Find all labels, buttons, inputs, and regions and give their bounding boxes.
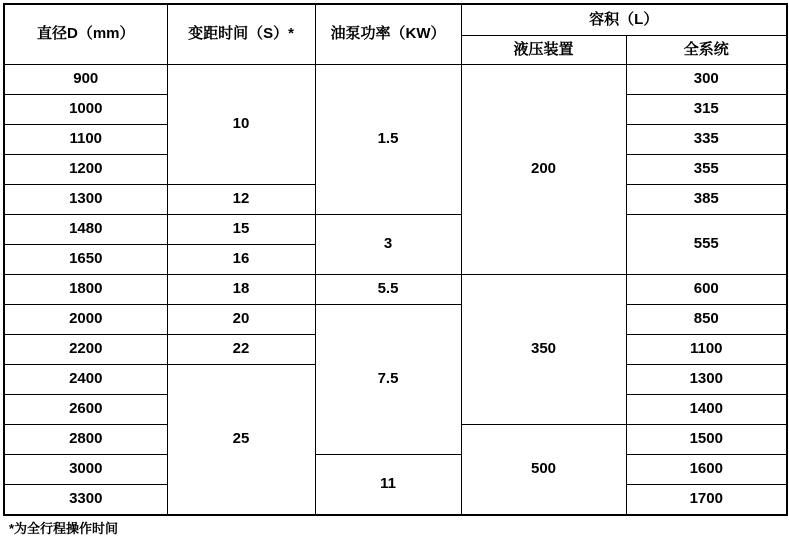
- cell-system-volume: 600: [626, 275, 787, 305]
- cell-diameter: 1200: [4, 155, 167, 185]
- cell-diameter: 900: [4, 65, 167, 95]
- cell-pump-power: 7.5: [315, 305, 461, 455]
- table-header: [4, 4, 787, 65]
- cell-diameter: 2000: [4, 305, 167, 335]
- header-volume-group: 容积（L）: [461, 4, 787, 36]
- table-row: [4, 275, 787, 305]
- cell-diameter: 1300: [4, 185, 167, 215]
- cell-system-volume: 555: [626, 215, 787, 275]
- cell-system-volume: 355: [626, 155, 787, 185]
- cell-diameter: 1800: [4, 275, 167, 305]
- cell-system-volume: 1100: [626, 335, 787, 365]
- table-row: [4, 215, 787, 245]
- cell-hydraulic-volume: 200: [461, 65, 626, 275]
- cell-system-volume: 1300: [626, 365, 787, 395]
- header-full-system: 全系统: [626, 36, 787, 65]
- cell-diameter: 2800: [4, 425, 167, 455]
- specification-table: [3, 3, 788, 516]
- cell-shift-time: 15: [167, 215, 315, 245]
- cell-pump-power: 11: [315, 455, 461, 516]
- cell-diameter: 1650: [4, 245, 167, 275]
- cell-diameter: 3300: [4, 485, 167, 516]
- cell-system-volume: 335: [626, 125, 787, 155]
- cell-system-volume: 385: [626, 185, 787, 215]
- cell-diameter: 1480: [4, 215, 167, 245]
- cell-diameter: 2400: [4, 365, 167, 395]
- cell-shift-time: 20: [167, 305, 315, 335]
- cell-system-volume: 1400: [626, 395, 787, 425]
- cell-system-volume: 850: [626, 305, 787, 335]
- footnote-area: [3, 516, 786, 540]
- cell-system-volume: 1700: [626, 485, 787, 516]
- cell-diameter: 2200: [4, 335, 167, 365]
- cell-shift-time: 16: [167, 245, 315, 275]
- cell-diameter: 3000: [4, 455, 167, 485]
- header-hydraulic-unit: 液压装置: [461, 36, 626, 65]
- cell-shift-time: 12: [167, 185, 315, 215]
- table-row: [4, 455, 787, 485]
- header-shift-time: 变距时间（S）*: [167, 4, 315, 65]
- cell-shift-time: 10: [167, 65, 315, 185]
- table-row: [4, 305, 787, 335]
- cell-hydraulic-volume: 350: [461, 275, 626, 425]
- cell-hydraulic-volume: 500: [461, 425, 626, 516]
- cell-diameter: 1000: [4, 95, 167, 125]
- table-body: [4, 65, 787, 516]
- cell-pump-power: 1.5: [315, 65, 461, 215]
- header-pump-power: 油泵功率（KW）: [315, 4, 461, 65]
- cell-shift-time: 22: [167, 335, 315, 365]
- table-row: [4, 65, 787, 95]
- cell-pump-power: 5.5: [315, 275, 461, 305]
- spec-sheet: [0, 3, 789, 536]
- cell-shift-time: 25: [167, 365, 315, 516]
- cell-system-volume: 315: [626, 95, 787, 125]
- cell-system-volume: 1600: [626, 455, 787, 485]
- cell-diameter: 2600: [4, 395, 167, 425]
- cell-diameter: 1100: [4, 125, 167, 155]
- header-row-primary: [4, 4, 787, 36]
- cell-system-volume: 300: [626, 65, 787, 95]
- cell-shift-time: 18: [167, 275, 315, 305]
- header-diameter: 直径D（mm）: [4, 4, 167, 65]
- cell-system-volume: 1500: [626, 425, 787, 455]
- footnote-text: *为全行程操作时间: [9, 521, 119, 536]
- cell-pump-power: 3: [315, 215, 461, 275]
